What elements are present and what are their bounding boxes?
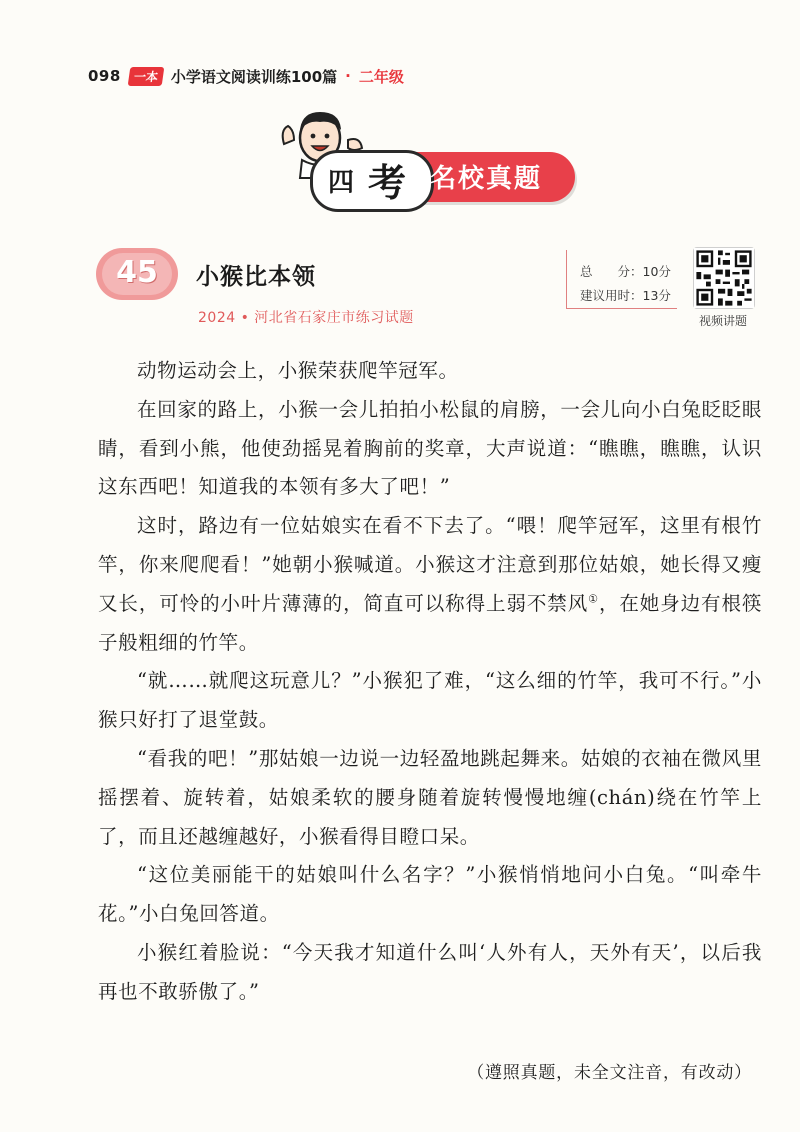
- paragraph-6: “这位美丽能干的姑娘叫什么名字？”小猴悄悄地问小白兔。“叫牵牛花。”小白兔回答道。: [98, 863, 762, 926]
- article-title: 小猴比本领: [196, 264, 316, 290]
- paragraph-3: [98, 507, 762, 662]
- grade-label: 二年级: [358, 67, 404, 86]
- total-score-value: 10分: [642, 264, 671, 279]
- total-score: [580, 262, 671, 280]
- page-header: [88, 63, 404, 89]
- article-number: 45: [116, 255, 158, 290]
- suggested-time-value: 13分: [642, 288, 671, 303]
- banner-label: 名校真题: [430, 164, 543, 194]
- suggested-time-label: 建议用时：: [580, 288, 643, 303]
- qr-code[interactable]: [693, 247, 755, 309]
- book-title: 小学语文阅读训练100篇: [170, 67, 338, 86]
- page-number: 098: [88, 67, 121, 85]
- paragraph-3-main: 这时，路边有一位姑娘实在看不下去了。“喂！爬竿冠军，这里有根竹竿，你来爬爬看！”她朝小猴喊道。小猴这才注意到那位姑娘，她长得又瘦又长，可怜的小叶片薄薄的，简直可以称得上弱不禁风: [98, 514, 762, 615]
- section-banner: [270, 100, 590, 215]
- suggested-time: [580, 286, 671, 304]
- paragraph-1: 动物运动会上，小猴荣获爬竿冠军。: [137, 359, 459, 382]
- banner-char-four: 四: [328, 168, 355, 198]
- paragraph-7: 小猴红着脸说：“今天我才知道什么叫‘人外有人，天外有天’，以后我再也不敢骄傲了。”: [98, 940, 762, 1003]
- article-source: 2024 • 河北省石家庄市练习试题: [198, 310, 414, 326]
- paragraph-5: “看我的吧！”那姑娘一边说一边轻盈地跳起舞来。姑娘的衣袖在微风里摇摆着、旋转着，姑娘柔软的腰身随着旋转慢慢地缠(chán)绕在竹竿上了，而且还越缠越好，小猴看得目瞪口呆。: [98, 746, 762, 848]
- brand-logo: 一本: [127, 67, 164, 86]
- paragraph-4: “就……就爬这玩意儿？”小猴犯了难，“这么细的竹竿，我可不行。”小猴只好打了退堂鼓。: [98, 669, 762, 732]
- header-separator: ·: [345, 67, 351, 85]
- qr-caption: 视频讲题: [698, 314, 747, 328]
- footnote-mark: ①: [588, 592, 599, 606]
- qr-code-icon: [694, 248, 754, 308]
- paragraph-2: 在回家的路上，小猴一会儿拍拍小松鼠的肩膀，一会儿向小白兔眨眨眼睛，看到小熊，他使劲摇晃着胸前的奖章，大声说道：“瞧瞧，瞧瞧，认识这东西吧！知道我的本领有多大了吧！”: [98, 397, 762, 499]
- source-note: （遵照真题，未全文注音，有改动）: [467, 1063, 752, 1083]
- article-body: [98, 352, 762, 1012]
- paragraph-3-tail: ，在她身边有根筷子般粗细的竹竿。: [98, 591, 762, 654]
- total-score-label: 总 分：: [580, 264, 643, 279]
- banner-char-exam: 考: [368, 161, 407, 205]
